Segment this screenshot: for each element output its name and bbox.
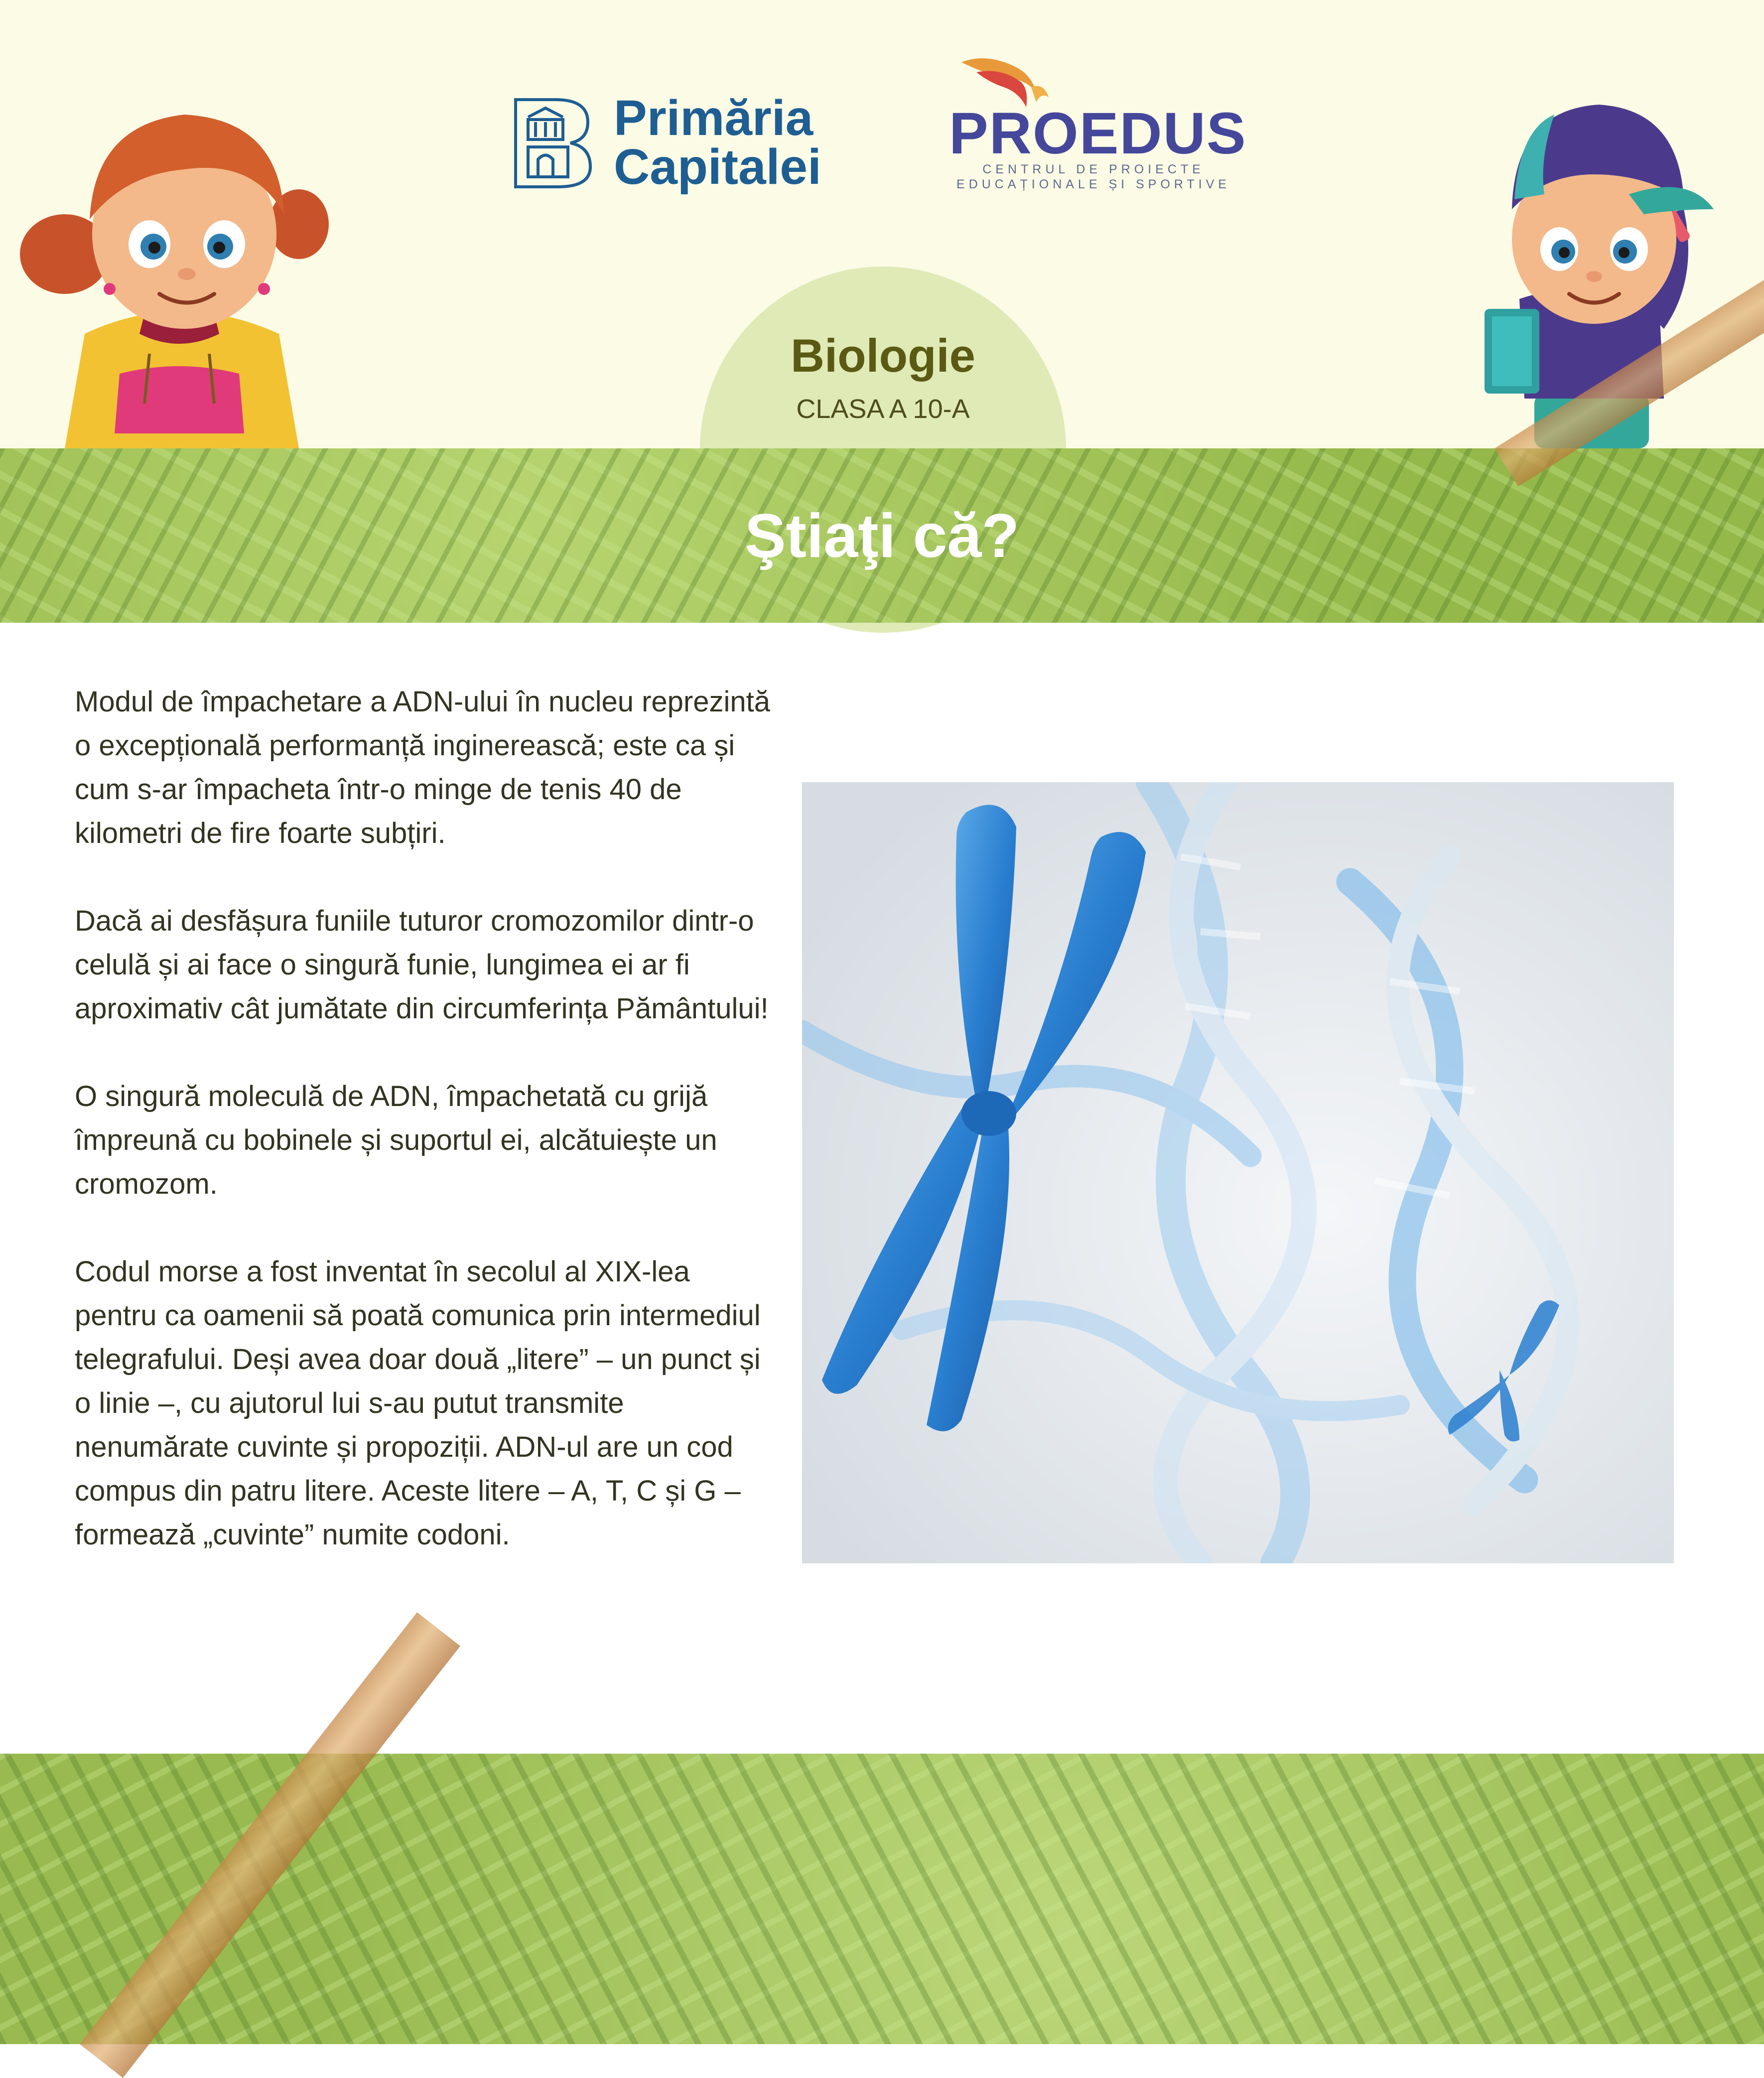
proedus-logo-subtitle: CENTRUL DE PROIECTE EDUCAȚIONALE ȘI SPORTIVE: [956, 162, 1230, 191]
section-title: Ştiaţi că?: [744, 502, 1020, 570]
primaria-logo-text: Primăria Capitalei: [614, 90, 821, 195]
building-b-icon: [513, 97, 593, 189]
facts-text-column: [75, 680, 772, 1601]
proedus-logo-text: PROEDUS: [949, 101, 1247, 166]
microscope-texture-banner-bottom: [0, 1754, 1764, 2044]
girl-character-illustration: [20, 55, 339, 448]
chromosome-dna-image: [802, 782, 1674, 1563]
fact-paragraph: Codul morse a fost inventat în secolul al XIX-lea pentru ca oamenii să poată comunica prin intermediul telegrafului. Deși avea doar două „litere” – un punct și o linie –, cu ajutorul lui s-au putut transmite nenumărate cuvinte și propoziții. ADN-ul are un cod compus din patru litere. Aceste litere – A, T, C și G – formează „cuvinte” numite codoni.: [75, 1255, 761, 1551]
fact-paragraph: O singură moleculă de ADN, împachetată cu grijă împreună cu bobinele și suportul ei, alcătuiește un cromozom.: [75, 1080, 717, 1200]
class-label: CLASA A 10-A: [796, 394, 970, 424]
chromosome-illustration: [802, 782, 1674, 1563]
fact-paragraph: Dacă ai desfășura funiile tuturor cromozomilor dintr-o celulă și ai face o singură funie, lungimea ei ar fi aproximativ cât jumătate din circumferința Pământului!: [75, 905, 769, 1025]
fact-paragraph: Modul de împachetare a ADN-ului în nucleu reprezintă o excepțională performanță inginerească; este ca și cum s-ar împacheta într-o minge de tenis 40 de kilometri de fire foarte subțiri.: [75, 686, 770, 849]
subject-title: Biologie: [791, 329, 975, 382]
